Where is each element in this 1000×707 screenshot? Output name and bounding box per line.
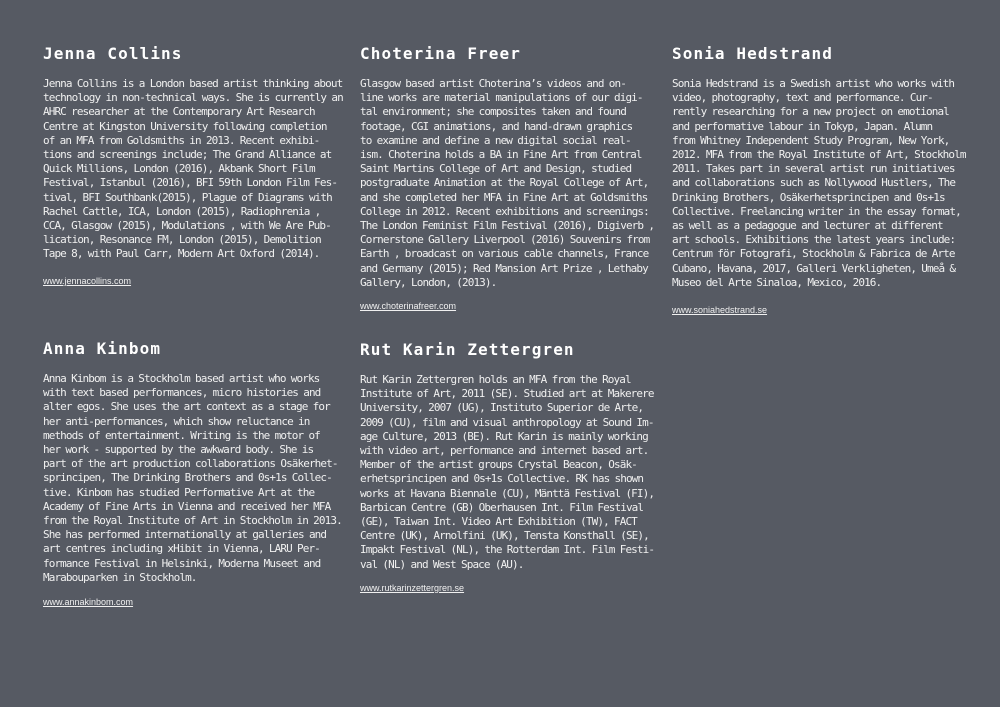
bio-line: tival, BFI Southbank(2015), Plague of Diagrams with [43, 190, 332, 204]
bio-line: art centres including xHibit in Vienna, LARU Per- [43, 542, 320, 556]
bio-line: and Germany (2015); Red Mansion Art Prize , Lethaby [360, 261, 648, 275]
artist-bio [43, 77, 343, 262]
bio-line: Barbican Centre (GB) Oberhausen Int. Film Festival [360, 500, 644, 514]
bio-line: CCA, Glasgow (2015), Modulations , with We Are Pub- [43, 219, 331, 233]
bio-line: Tape 8, with Paul Carr, Modern Art Oxford (2014). [43, 247, 320, 261]
bio-line: Member of the artist groups Crystal Beacon, Osäk- [360, 458, 637, 472]
bio-line: with video art, performance and internet based art. [360, 444, 649, 458]
artist-bio [360, 77, 655, 290]
bio-line: Cornerstone Gallery Liverpool (2016) Souvenirs from [360, 233, 650, 247]
bio-line: lication, Resonance FM, London (2015), Demolition [43, 233, 321, 247]
bio-line: College in 2012. Recent exhibitions and screenings: [360, 204, 649, 218]
bio-line: (GE), Taiwan Int. Video Art Exhibition (TW), FACT [360, 515, 637, 529]
bio-line: Jenna Collins is a London based artist thinking about [43, 77, 343, 90]
bio-line: tive. Kinbom has studied Performative Art at the [43, 485, 315, 499]
bio-line: and she completed her MFA in Fine Art at Goldsmiths [360, 190, 648, 204]
artist-bio [43, 372, 342, 585]
artist-website-link[interactable]: www.jennacollins.com [43, 276, 132, 286]
bio-line: Drinking Brothers, Osäkerhetsprincipen and 0s+1s [672, 190, 945, 204]
bio-line: 2009 (CU), film and visual anthropology at Sound Im- [360, 415, 654, 429]
bio-line: with text based performances, micro histories and [43, 386, 321, 400]
bio-line: ism. Choterina holds a BA in Fine Art from Central [360, 148, 642, 162]
bio-line: Academy of Fine Arts in Vienna and received her MFA [43, 499, 331, 513]
bio-line: AHRC researcher at the Contemporary Art Research [43, 105, 315, 119]
bio-line: part of the art production collaborations Osäkerhet- [43, 457, 338, 471]
bio-line: Marabouparken in Stockholm. [43, 570, 197, 584]
bio-line: her work - supported by the awkward body. She is [43, 443, 314, 457]
artist-website-link[interactable]: www.soniahedstrand.se [672, 305, 768, 315]
artist-website-link[interactable]: www.choterinafreer.com [360, 301, 457, 311]
bio-line: University, 2007 (UG), Instituto Superior de Arte, [360, 401, 644, 415]
bio-line: footage, CGI animations, and hand-drawn graphics [360, 119, 633, 133]
artist-bio [672, 77, 966, 290]
bio-line: and collaborations such as Nollywood Hustlers, The [672, 176, 956, 190]
artist-name: Sonia Hedstrand [672, 44, 833, 63]
bio-line: sprincipen, The Drinking Brothers and 0s+1s Collec- [43, 471, 332, 485]
bio-line: tal environment; she composites taken and found [360, 105, 626, 119]
bio-line: video, photography, text and performance. Cur- [672, 91, 933, 105]
bio-line: from the Royal Institute of Art in Stockholm in 2013. [43, 514, 342, 528]
bio-line: val (NL) and West Space (AU). [360, 557, 524, 571]
bio-line: Cubano, Havana, 2017, Galleri Verkligheten, Umeå & [672, 261, 956, 275]
bio-line: and performative labour in Tokyp, Japan. Alumn [672, 119, 933, 133]
bio-line: Quick Millions, London (2016), Akbank Short Film [43, 162, 315, 176]
bio-line: Sonia Hedstrand is a Swedish artist who works with [672, 77, 955, 90]
bio-line: tions and screenings include; The Grand Alliance at [43, 148, 332, 162]
bio-line: Earth , broadcast on various cable channels, France [360, 247, 649, 261]
bio-line: The London Feminist Film Festival (2016), Digiverb , [360, 219, 655, 233]
bio-line: Collective. Freelancing writer in the essay format, [672, 204, 961, 218]
bio-line: Rachel Cattle, ICA, London (2015), Radiophrenia , [43, 204, 321, 218]
bio-line: Saint Martins College of Art and Design, studied [360, 162, 632, 176]
bio-line: her anti-performances, which show reluctance in [43, 414, 310, 428]
bio-line: 2011. Takes part in several artist run initiatives [672, 162, 955, 176]
bio-line: art schools. Exhibitions the latest years include: [672, 233, 956, 247]
artist-website-link[interactable]: www.annakinbom.com [43, 597, 134, 607]
bio-line: She has performed internationally at galleries and [43, 528, 327, 542]
bio-line: Anna Kinbom is a Stockholm based artist who works [43, 372, 320, 385]
bio-line: as well as a pedagogue and lecturer at different [672, 219, 943, 233]
artist-name: Choterina Freer [360, 44, 521, 63]
bio-line: Festival, Istanbul (2016), BFI 59th London Film Fes- [43, 176, 338, 190]
bio-line: line works are material manipulations of our digi- [360, 91, 643, 105]
bio-line: Centrum för Fotografi, Stockholm & Fabrica de Arte [672, 247, 955, 261]
bio-line: from Whitney Independent Study Program, New York, [672, 133, 950, 147]
bio-line: 2012. MFA from the Royal Institute of Art, Stockholm [672, 148, 966, 162]
bio-line: Institute of Art, 2011 (SE). Studied art at Makerere [360, 387, 654, 401]
bio-line: Gallery, London, (2013). [360, 275, 497, 289]
bio-line: Impakt Festival (NL), the Rotterdam Int. Film Festi- [360, 543, 655, 557]
bio-line: to examine and define a new digital social real- [360, 133, 631, 147]
bio-line: Rut Karin Zettergren holds an MFA from the Royal [360, 373, 631, 386]
bio-line: of an MFA from Goldsmiths in 2013. Recent exhibi- [43, 133, 320, 147]
bio-line: formance Festival in Helsinki, Moderna Museet and [43, 556, 321, 570]
bio-line: Museo del Arte Sinaloa, Mexico, 2016. [672, 275, 882, 289]
bio-line: Centre (UK), Arnolfini (UK), Tensta Konsthall (SE), [360, 529, 649, 543]
bio-line: rently researching for a new project on emotional [672, 105, 949, 119]
bio-line: alter egos. She uses the art context as a stage for [43, 400, 330, 414]
artist-name: Jenna Collins [43, 44, 183, 63]
artist-bio [360, 373, 655, 572]
bio-line: technology in non-technical ways. She is currently an [43, 91, 343, 105]
artist-name: Anna Kinbom [43, 339, 162, 358]
bio-line: works at Havana Biennale (CU), Mänttä Festival (FI), [360, 486, 655, 500]
bio-line: Centre at Kingston University following completion [43, 119, 327, 133]
artist-website-link[interactable]: www.rutkarinzettergren.se [360, 583, 465, 593]
bio-line: Glasgow based artist Choterina’s videos and on- [360, 77, 626, 90]
bio-line: methods of entertainment. Writing is the motor of [43, 428, 320, 442]
bio-line: postgraduate Animation at the Royal College of Art, [360, 176, 649, 190]
bio-line: age Culture, 2013 (BE). Rut Karin is mainly working [360, 429, 648, 443]
artist-name: Rut Karin Zettergren [360, 340, 575, 359]
bio-line: erhetsprincipen and 0s+1s Collective. RK has shown [360, 472, 644, 486]
